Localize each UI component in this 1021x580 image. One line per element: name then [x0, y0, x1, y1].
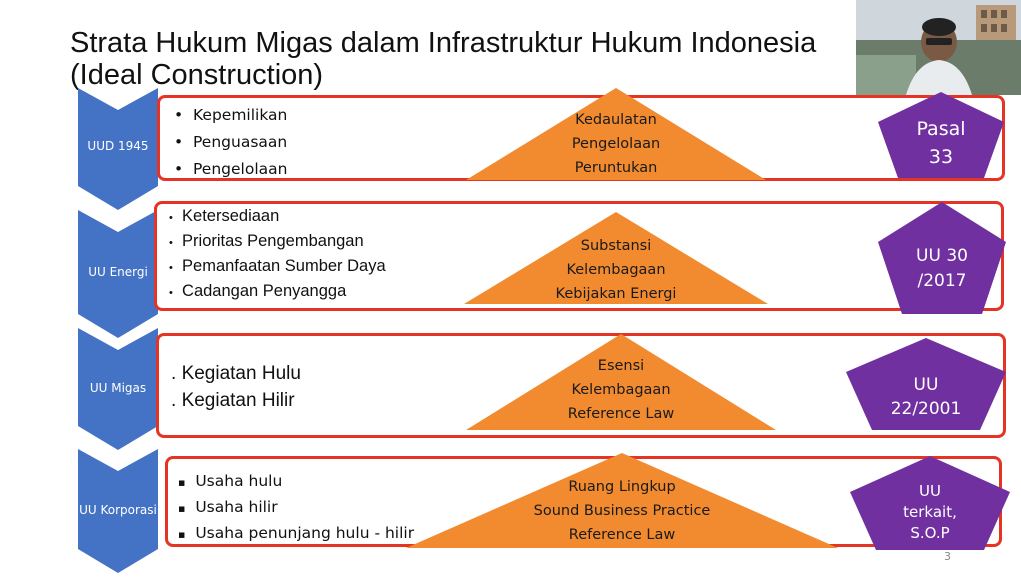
- pentagon-text: UU terkait, S.O.P: [903, 482, 957, 542]
- webcam-scene-image: [856, 0, 1021, 95]
- triangle-shape: [466, 88, 766, 180]
- list-item: • Ketersediaan: [169, 207, 280, 225]
- list-item: ▪ Usaha hulu: [178, 472, 283, 490]
- triangle-text: Kedaulatan Pengelolaan Peruntukan: [571, 112, 661, 176]
- level-chevron-uud-1945: [78, 88, 158, 210]
- list-item: • Penguasaan: [174, 133, 288, 151]
- level-label: UU Korporasi: [79, 503, 157, 517]
- level-label: UU Migas: [89, 381, 147, 395]
- triangle-shape: [466, 334, 776, 430]
- triangle-shape: [464, 212, 768, 304]
- list-item: • Pengelolaan: [174, 160, 288, 178]
- level-label: UU Energi: [88, 265, 148, 279]
- slide-title: Strata Hukum Migas dalam Infrastruktur Hukum Indonesia (Ideal Construction): [70, 27, 817, 91]
- webcam-overlay: [856, 0, 1021, 95]
- pentagon-text: Pasal 33: [916, 118, 966, 168]
- pentagon-shape: [850, 456, 1010, 550]
- list-item: • Cadangan Penyangga: [169, 282, 347, 300]
- list-item: ▪ Usaha penunjang hulu - hilir: [178, 524, 415, 542]
- level-chevron-uu-migas: [78, 328, 158, 450]
- list-item: ▪ Usaha hilir: [178, 498, 278, 516]
- page-number: 3: [944, 550, 951, 563]
- triangle-shape: [406, 453, 838, 548]
- pentagon-shape: [878, 202, 1006, 314]
- list-item: • Kepemilikan: [174, 106, 288, 124]
- bullet-list: [174, 102, 287, 183]
- pentagon-shape: [878, 92, 1004, 178]
- list-item: • Pemanfaatan Sumber Daya: [169, 257, 386, 275]
- triangle-text: Substansi Kelembagaan Kebijakan Energi: [555, 238, 677, 302]
- pentagon-text: UU 22/2001: [890, 375, 962, 419]
- triangle-text: Esensi Kelembagaan Reference Law: [567, 358, 675, 422]
- pentagon-shape: [846, 338, 1006, 430]
- list-item: . Kegiatan Hulu: [171, 363, 301, 384]
- bullet-list: [178, 469, 414, 547]
- level-label: UUD 1945: [87, 139, 149, 153]
- list-item: . Kegiatan Hilir: [171, 390, 295, 411]
- pentagon-text: UU 30 /2017: [916, 246, 968, 291]
- level-chevron-uu-korporasi: [78, 449, 158, 573]
- bullet-list: [169, 205, 386, 305]
- level-chevron-uu-energi: [78, 210, 158, 338]
- triangle-text: Ruang Lingkup Sound Business Practice Reference Law: [533, 479, 711, 543]
- list-item: • Prioritas Pengembangan: [169, 232, 364, 250]
- bullet-list: [171, 360, 301, 414]
